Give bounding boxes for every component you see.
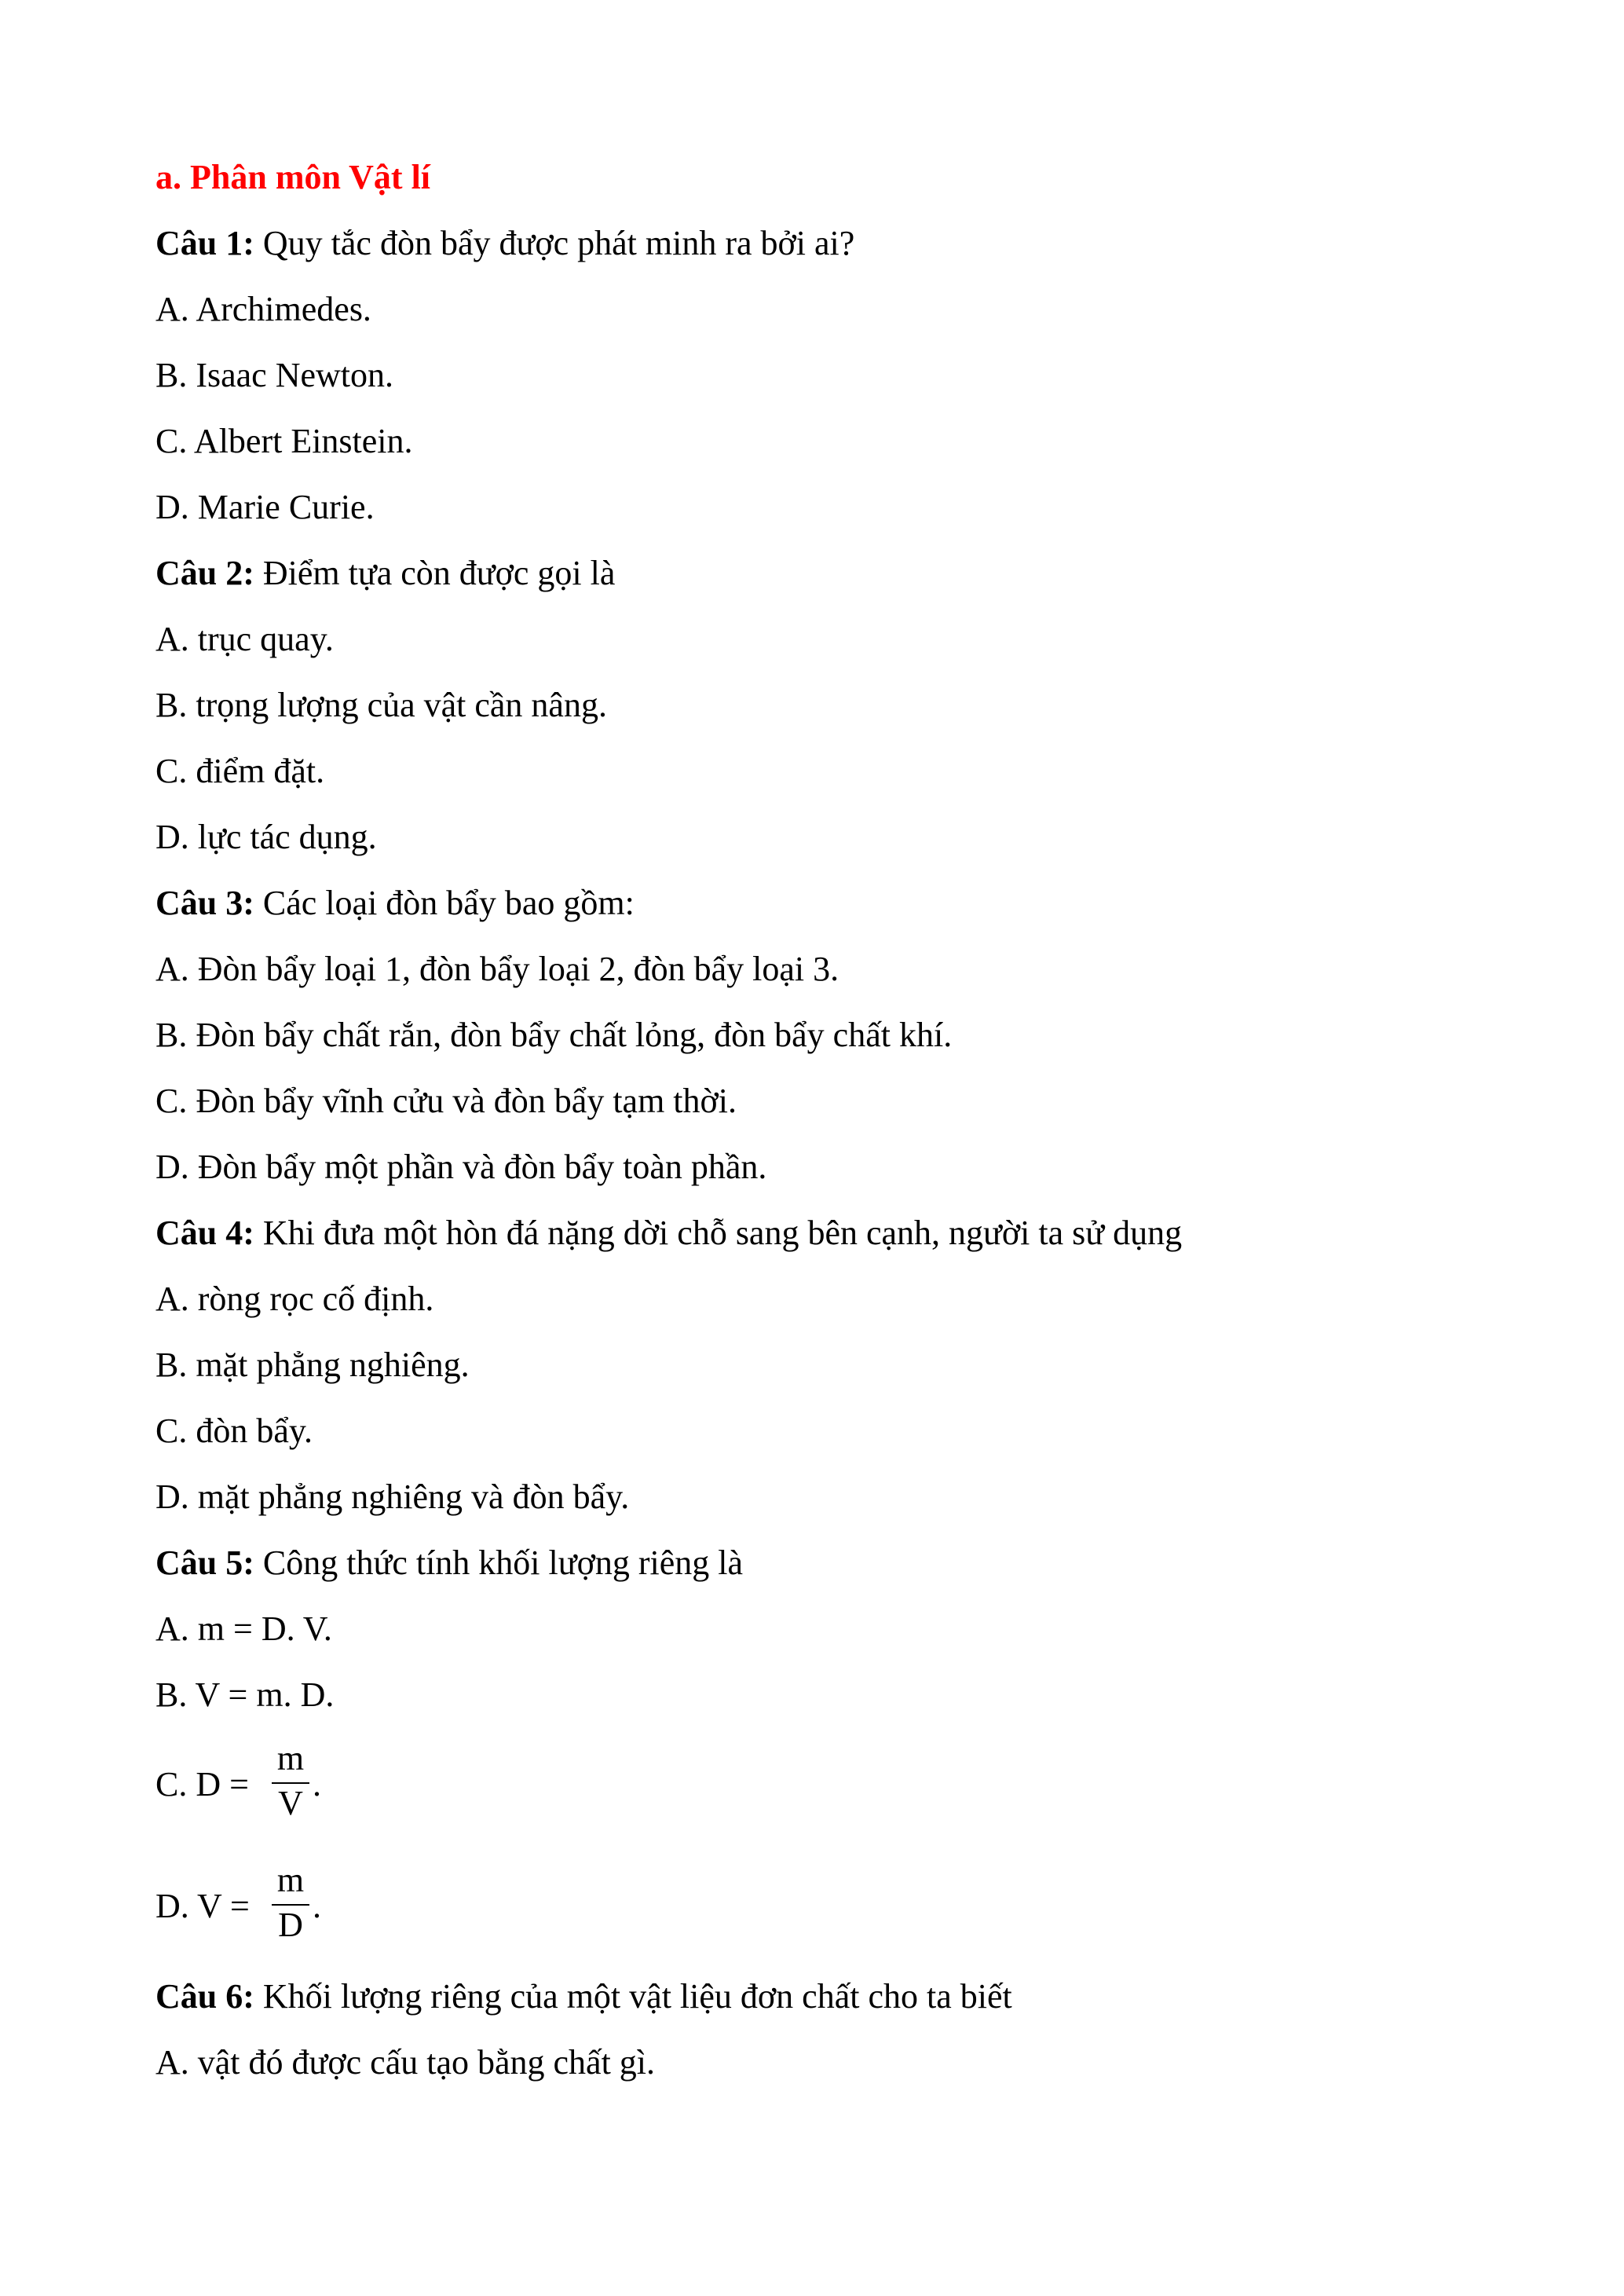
question-label: Câu 6: [155,1977,254,2016]
question-text: Điểm tựa còn được gọi là [254,554,616,592]
question-3 [155,880,635,927]
question-2 [155,550,615,597]
question-label: Câu 3: [155,884,254,922]
q4-option-d: D. mặt phẳng nghiêng và đòn bẩy. [155,1478,630,1516]
q5-option-b: B. V = m. D. [155,1675,335,1714]
fraction-denominator: D [278,1906,303,1944]
q3-option-b: B. Đòn bẩy chất rắn, đòn bẩy chất lỏng, đòn bẩy chất khí. [155,1016,953,1054]
formula-prefix: C. D = [155,1765,249,1803]
q1-option-c: C. Albert Einstein. [155,422,413,460]
question-1 [155,220,854,267]
question-text: Quy tắc đòn bẩy được phát minh ra bởi ai? [254,224,855,262]
question-label: Câu 4: [155,1214,254,1252]
question-text: Công thức tính khối lượng riêng là [254,1543,744,1582]
question-5 [155,1540,743,1587]
q2-option-b: B. trọng lượng của vật cần nâng. [155,686,607,724]
question-label: Câu 2: [155,554,254,592]
question-label: Câu 1: [155,224,254,262]
q1-option-b: B. Isaac Newton. [155,356,394,394]
q3-option-d: D. Đòn bẩy một phần và đòn bẩy toàn phần. [155,1148,767,1186]
q2-option-d: D. lực tác dụng. [155,818,377,856]
q2-option-c: C. điểm đặt. [155,752,325,790]
formula-prefix: D. V = [155,1887,250,1925]
q2-option-a: A. trục quay. [155,620,334,658]
question-text: Khối lượng riêng của một vật liệu đơn chất cho ta biết [254,1977,1012,2016]
q1-option-d: D. Marie Curie. [155,488,375,526]
q4-option-b: B. mặt phẳng nghiêng. [155,1346,470,1384]
question-4 [155,1210,1182,1257]
q3-option-c: C. Đòn bẩy vĩnh cửu và đòn bẩy tạm thời. [155,1082,737,1120]
fraction-numerator: m [276,1739,305,1778]
formula-suffix: . [313,1887,321,1925]
q5-option-a: A. m = D. V. [155,1609,332,1648]
fraction-numerator: m [276,1861,305,1899]
fraction [272,1740,309,1823]
fraction-denominator: V [278,1784,303,1822]
fraction [272,1862,309,1945]
question-text: Khi đưa một hòn đá nặng dời chỗ sang bên cạnh, người ta sử dụng [254,1214,1183,1252]
q3-option-a: A. Đòn bẩy loại 1, đòn bẩy loại 2, đòn bẩy loại 3. [155,950,839,988]
question-label: Câu 5: [155,1543,254,1582]
question-text: Các loại đòn bẩy bao gồm: [254,884,635,922]
q1-option-a: A. Archimedes. [155,290,371,328]
formula-suffix: . [313,1765,321,1803]
section-heading: a. Phân môn Vật lí [155,158,431,196]
q6-option-a: A. vật đó được cấu tạo bằng chất gì. [155,2043,656,2082]
question-6 [155,1973,1012,2020]
q4-option-a: A. ròng rọc cố định. [155,1280,434,1318]
q4-option-c: C. đòn bẩy. [155,1412,313,1450]
